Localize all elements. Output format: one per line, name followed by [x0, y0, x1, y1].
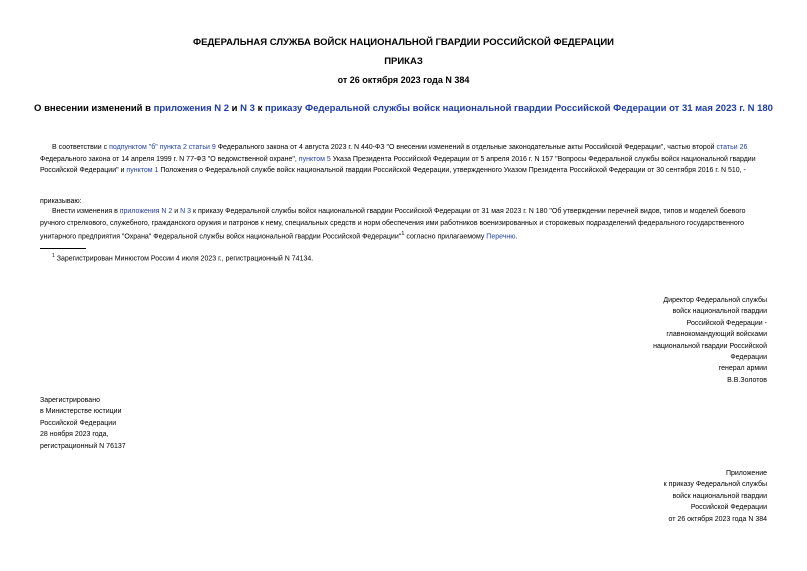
title-text: к: [254, 103, 266, 114]
preamble-text: Федерального закона от 4 августа 2023 г. N 440-ФЗ "О внесении изменений в отдельные законодательные акты Российской Федерации", частью второй: [215, 144, 717, 151]
preamble-text: В соответствии с: [52, 144, 110, 151]
body-text: Внести изменения в: [52, 208, 120, 215]
registration-line: регистрационный N 76137: [40, 442, 126, 450]
signature-block: [607, 295, 767, 386]
signature-line: Директор Федеральной службы: [663, 297, 767, 304]
preamble-text: Федерального закона от 14 апреля 1999 г. N 77-ФЗ "О ведомственной охране",: [40, 155, 299, 163]
title-link-appendix-3[interactable]: N 3: [240, 103, 255, 114]
body-text: .: [515, 233, 518, 241]
body-link-appendix-3[interactable]: N 3: [180, 208, 192, 215]
footnote-mark: 1: [52, 253, 55, 259]
registration-line: в Министерстве юстиции: [40, 408, 122, 416]
footnote-divider: [40, 248, 86, 249]
signature-name: В.В.Золотов: [727, 376, 767, 384]
appendix-line: Приложение: [725, 470, 767, 477]
signature-line: Федерации: [730, 354, 767, 362]
link-article-26[interactable]: статьи 26: [716, 144, 748, 151]
signature-line: национальной гвардии Российской: [653, 342, 767, 350]
body-paragraph: [40, 206, 770, 243]
registration-block: [40, 395, 200, 452]
signature-line: генерал армии: [718, 365, 767, 373]
appendix-line: войск национальной гвардии: [672, 492, 767, 500]
appendix-line: к приказу Федеральной службы: [663, 481, 767, 489]
order-word: приказываю:: [40, 198, 82, 205]
document-type: ПРИКАЗ: [384, 56, 423, 67]
body-text: согласно прилагаемому: [404, 233, 487, 241]
title-link-order-180[interactable]: приказу Федеральной службы войск национальной гвардии Российской Федерации от 31 мая 2023 г. N 180: [265, 103, 773, 114]
body-link-appendix-2[interactable]: приложения N 2: [119, 208, 173, 215]
link-point-1[interactable]: пунктом 1: [126, 167, 159, 175]
preamble-paragraph: [40, 142, 770, 177]
title-link-appendix-2[interactable]: приложения N 2: [153, 103, 230, 114]
preamble-text: Положения о Федеральной службе войск национальной гвардии Российской Федерации, утвержденного Указом Президента Российской Федерации от 30 сентября 2016 г. N 510, -: [158, 167, 746, 175]
footnote-reference[interactable]: 1: [401, 231, 405, 238]
body-text: к приказу Федеральной службы войск национальной гвардии Российской Федерации от 31 мая 2023 г. N 180 "Об утверждении перечней видов, типов и моделей боевого ручного стрелкового, служебного, гражданского оружия и патронов к нему, специальных средств и норм обеспечения ими работников военизированных и сторожевых подразделений федерального государственного унитарного предприятия "Охрана" Федеральной службы войск национальной гвардии Российской Федерации": [40, 208, 746, 241]
footnote-text: Зарегистрирован Минюстом России 4 июля 2023 г., регистрационный N 74134.: [54, 255, 314, 263]
title-text: О внесении изменений в: [34, 103, 154, 114]
appendix-line: от 26 октября 2023 года N 384: [668, 515, 767, 523]
link-subparagraph[interactable]: подпунктом "б" пункта 2 статьи 9: [109, 144, 216, 151]
agency-heading: ФЕДЕРАЛЬНАЯ СЛУЖБА ВОЙСК НАЦИОНАЛЬНОЙ ГВАРДИИ РОССИЙСКОЙ ФЕДЕРАЦИИ: [193, 37, 614, 48]
preamble-text: Указа Президента Российской Федерации от 5 апреля 2016 г. N 157 "Вопросы Федеральной службы войск национальной гвардии Российской Федерации" и: [40, 155, 756, 175]
document-title: [0, 103, 807, 114]
body-link-list[interactable]: Перечню: [486, 233, 516, 241]
title-text: и: [229, 103, 241, 114]
signature-line: Российской Федерации -: [686, 319, 767, 327]
link-point-5[interactable]: пунктом 5: [298, 155, 331, 163]
registration-line: Зарегистрировано: [40, 397, 100, 404]
registration-line: 28 ноября 2023 года,: [40, 431, 109, 439]
body-text: и: [172, 208, 181, 215]
registration-line: Российской Федерации: [40, 419, 117, 427]
signature-line: войск национальной гвардии: [672, 308, 767, 316]
signature-line: главнокомандующий войсками: [666, 331, 767, 339]
appendix-line: Российской Федерации: [690, 504, 767, 512]
document-date-number: от 26 октября 2023 года N 384: [337, 75, 470, 85]
appendix-block: [607, 468, 767, 525]
footnote: [52, 251, 313, 265]
